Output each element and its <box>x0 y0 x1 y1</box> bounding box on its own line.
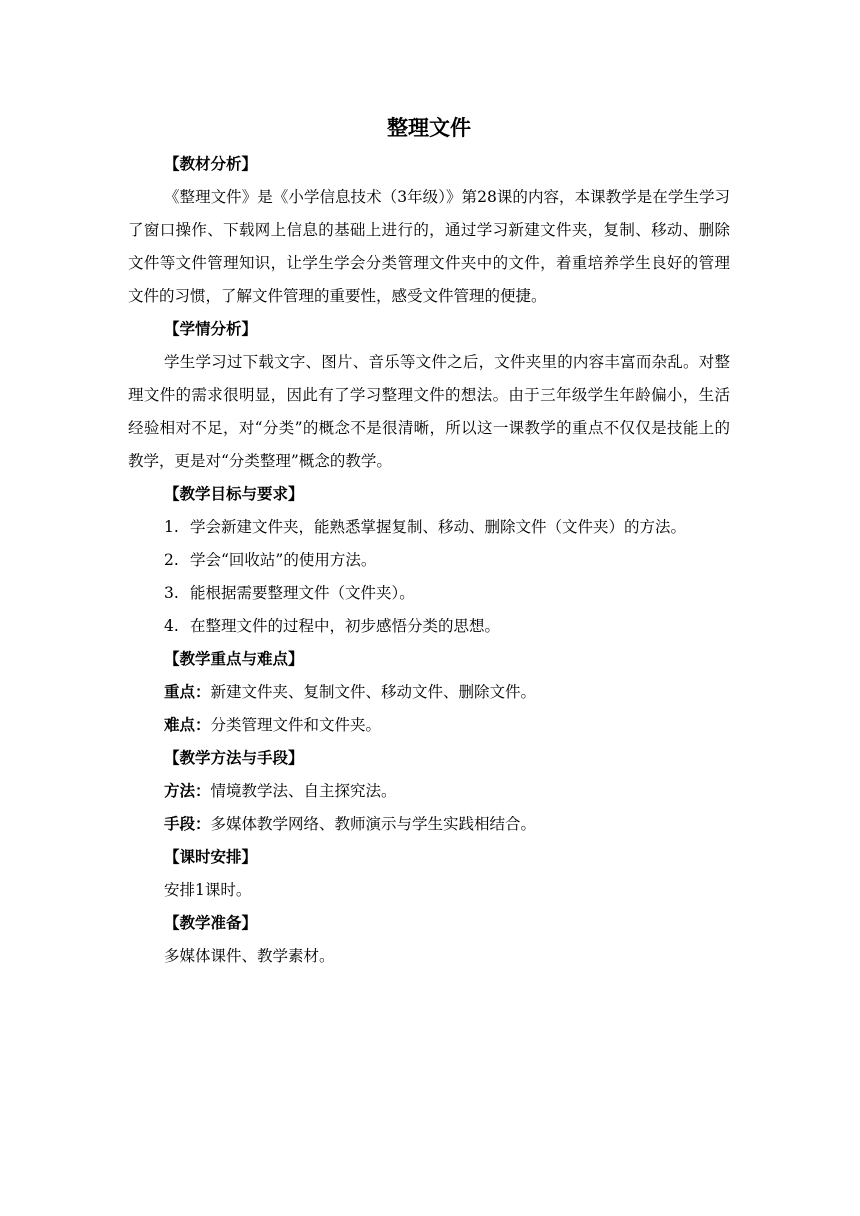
material-analysis-paragraph: 《整理文件》是《小学信息技术（3年级）》第28课的内容，本课教学是在学生学习了窗口操作、下载网上信息的基础上进行的，通过学习新建文件夹，复制、移动、删除文件等文件管理知识，让学生学会分类管理文件夹中的文件，着重培养学生良好的管理文件的习惯，了解文件管理的重要性，感受文件管理的便捷。 <box>128 188 730 305</box>
heading-teaching-methods: 【教学方法与手段】 <box>164 749 304 767</box>
goal-item <box>128 511 730 544</box>
page-title: 整理文件 <box>387 116 471 140</box>
key-point-label: 重点： <box>164 683 211 701</box>
method-text: 情境教学法、自主探究法。 <box>210 782 397 800</box>
heading-class-schedule: 【课时安排】 <box>164 848 258 866</box>
heading-key-points: 【教学重点与难点】 <box>164 650 304 668</box>
goal-item <box>128 610 730 643</box>
goal-item-number: 1. <box>164 518 179 536</box>
goal-item-text: 能根据需要整理文件（文件夹）。 <box>190 584 415 602</box>
goal-item-number: 3. <box>164 584 179 602</box>
heading-teaching-goals: 【教学目标与要求】 <box>164 485 304 503</box>
heading-student-analysis: 【学情分析】 <box>164 320 258 338</box>
key-point-line <box>128 676 730 709</box>
goal-item <box>128 577 730 610</box>
goal-item-number: 2. <box>164 551 179 569</box>
difficulty-label: 难点： <box>164 716 211 734</box>
class-schedule-text: 安排1课时。 <box>164 881 252 899</box>
goal-item-number: 4. <box>164 617 179 635</box>
difficulty-text: 分类管理文件和文件夹。 <box>210 716 382 734</box>
heading-material-analysis: 【教材分析】 <box>164 155 258 173</box>
goal-item-text: 学会“回收站”的使用方法。 <box>190 551 377 569</box>
means-line <box>128 808 730 841</box>
document-body <box>128 108 730 973</box>
goal-item-text: 在整理文件的过程中，初步感悟分类的思想。 <box>190 617 501 635</box>
goal-item <box>128 544 730 577</box>
heading-teaching-preparation: 【教学准备】 <box>164 914 258 932</box>
method-line <box>128 775 730 808</box>
means-text: 多媒体教学网络、教师演示与学生实践相结合。 <box>210 815 537 833</box>
student-analysis-paragraph: 学生学习过下载文字、图片、音乐等文件之后，文件夹里的内容丰富而杂乱。对整理文件的需求很明显，因此有了学习整理文件的想法。由于三年级学生年龄偏小，生活经验相对不足，对“分类”的概念不是很清晰，所以这一课教学的重点不仅仅是技能上的教学，更是对“分类整理”概念的教学。 <box>128 353 730 470</box>
method-label: 方法： <box>164 782 211 800</box>
difficulty-line <box>128 709 730 742</box>
teaching-preparation-text: 多媒体课件、教学素材。 <box>164 947 335 965</box>
means-label: 手段： <box>164 815 211 833</box>
goal-item-text: 学会新建文件夹，能熟悉掌握复制、移动、删除文件（文件夹）的方法。 <box>190 518 687 536</box>
key-point-text: 新建文件夹、复制文件、移动文件、删除文件。 <box>210 683 537 701</box>
